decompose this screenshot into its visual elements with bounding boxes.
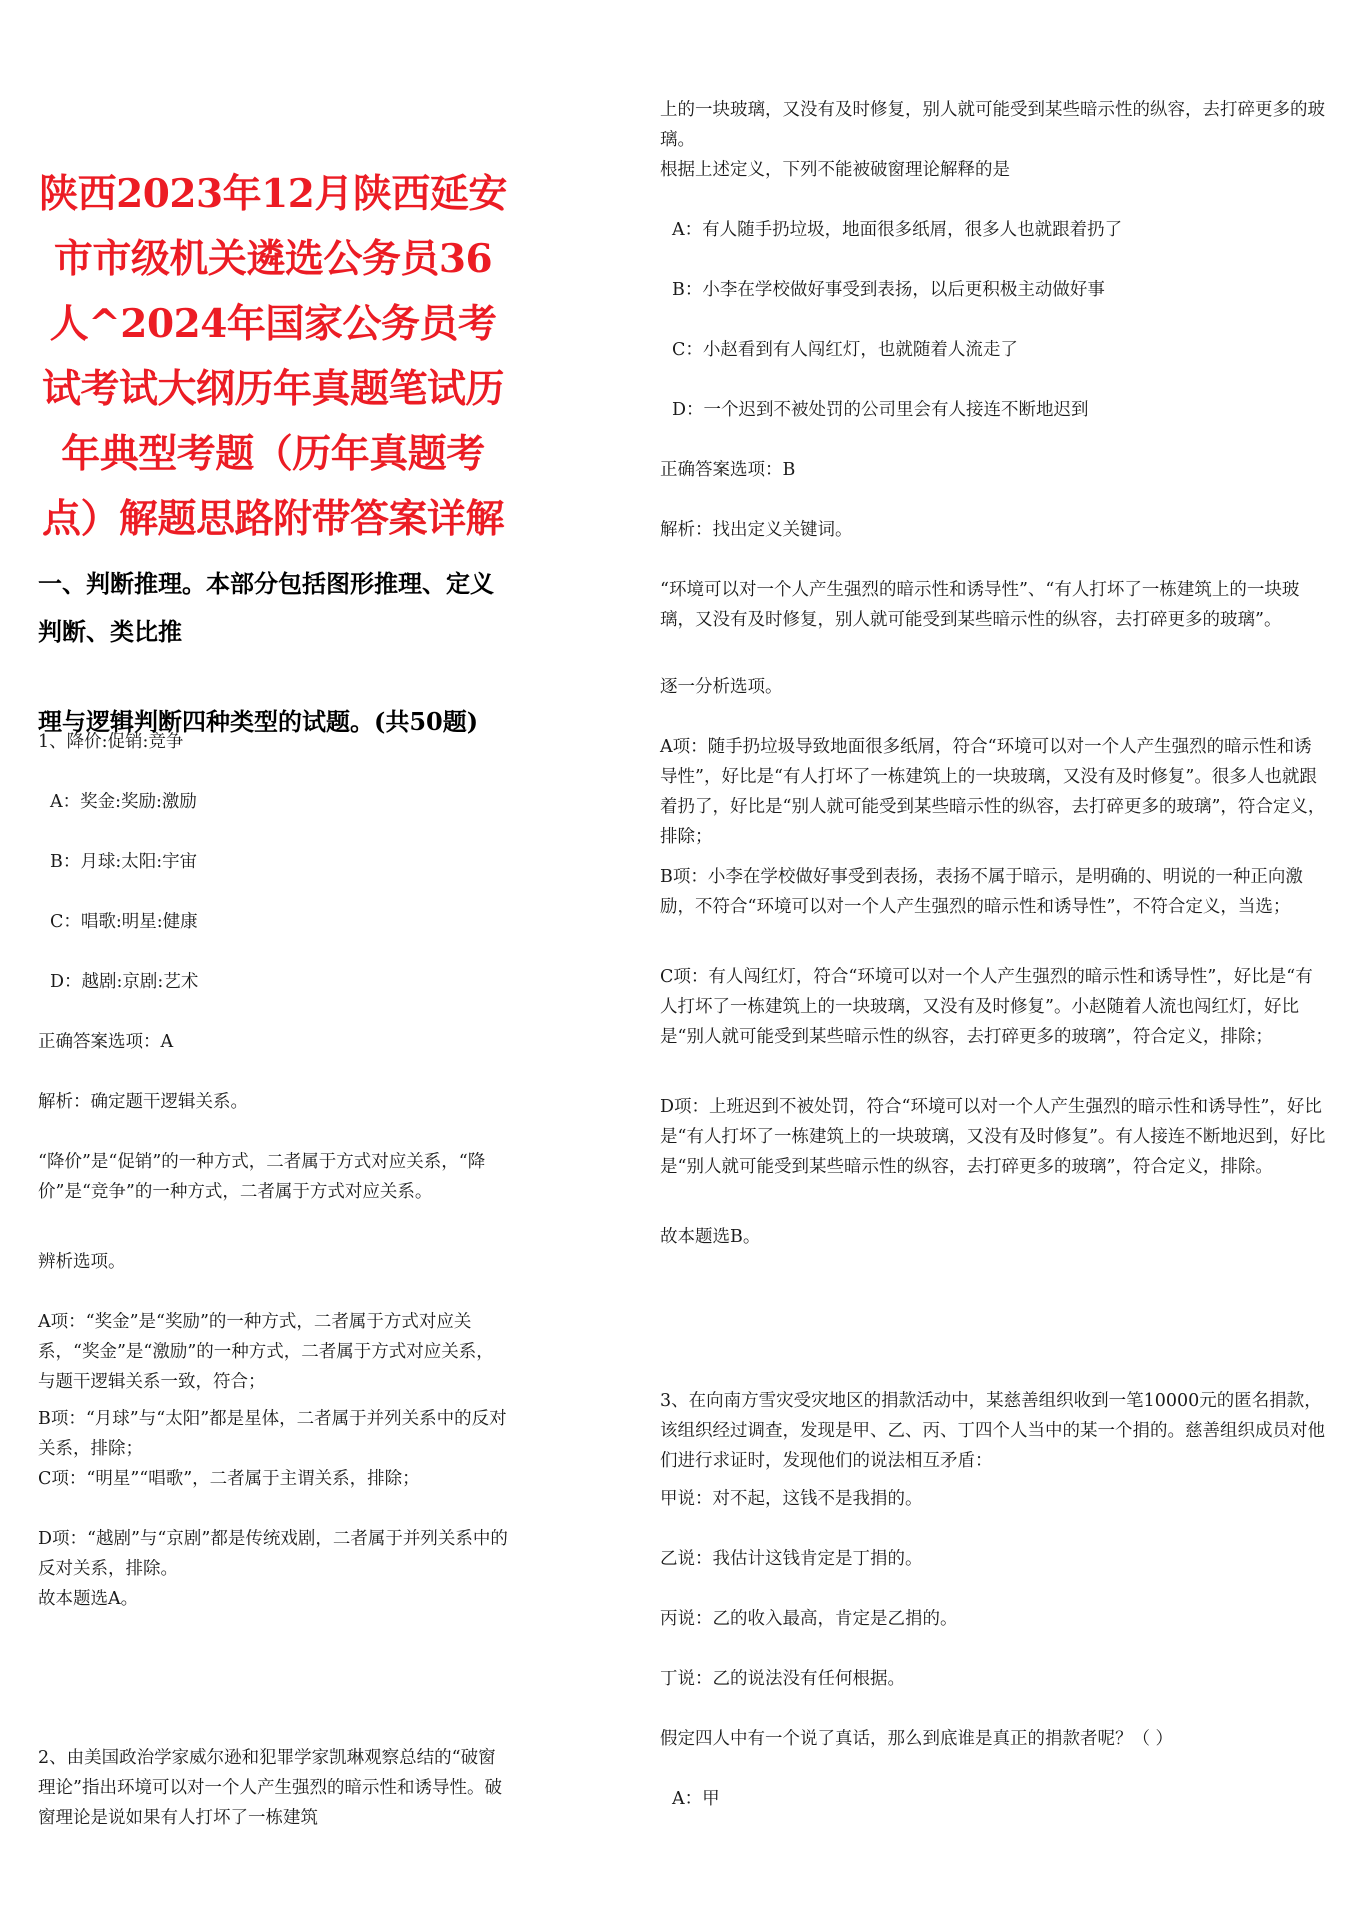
- q1-option-a: A：奖金:奖励:激励: [50, 792, 197, 812]
- q1-conclusion: 故本题选A。: [38, 1589, 139, 1609]
- q2-stem: 2、由美国政治学家威尔逊和犯罪学家凯琳观察总结的“破窗理论”指出环境可以对一个人产生强烈的暗示性和诱导性。破窗理论是说如果有人打坏了一栋建筑: [38, 1748, 502, 1828]
- q2-question: 根据上述定义，下列不能被破窗理论解释的是: [660, 160, 1010, 180]
- q1-discuss: 辨析选项。: [38, 1252, 126, 1272]
- q1-option-c: C：唱歌:明星:健康: [50, 912, 198, 932]
- section-heading-line1: 一、判断推理。本部分包括图形推理、定义判断、类比推: [38, 569, 494, 646]
- q3-statement-ding: 丁说：乙的说法没有任何根据。: [660, 1669, 905, 1689]
- q1-option-d: D：越剧:京剧:艺术: [50, 972, 199, 992]
- q3-statement-bing: 丙说：乙的收入最高，肯定是乙捐的。: [660, 1609, 958, 1629]
- q1-analysis-body: “降价”是“促销”的一种方式，二者属于方式对应关系，“降价”是“竞争”的一种方式，二者属于方式对应关系。: [38, 1152, 486, 1202]
- q3-question: 假定四人中有一个说了真话，那么到底谁是真正的捐款者呢？（ ）: [660, 1729, 1174, 1749]
- q2-answer: 正确答案选项：B: [660, 460, 796, 480]
- q2-option-c: C：小赵看到有人闯红灯，也就随着人流走了: [672, 340, 1018, 360]
- q1-analysis-b: B项：“月球”与“太阳”都是星体，二者属于并列关系中的反对关系，排除；: [38, 1409, 507, 1459]
- q2-conclusion: 故本题选B。: [660, 1227, 761, 1247]
- q2-analysis-label: 解析：找出定义关键词。: [660, 520, 853, 540]
- q3-stem: 3、在向南方雪灾受灾地区的捐款活动中，某慈善组织收到一笔10000元的匿名捐款，该组织经过调查，发现是甲、乙、丙、丁四个人当中的某一个捐的。慈善组织成员对他们进行求证时，发现他们的说法相互矛盾：: [660, 1391, 1325, 1471]
- q3-option-a: A：甲: [672, 1789, 720, 1809]
- q3-statement-jia: 甲说：对不起，这钱不是我捐的。: [660, 1489, 923, 1509]
- q2-analysis-d: D项：上班迟到不被处罚，符合“环境可以对一个人产生强烈的暗示性和诱导性”，好比是“有人打坏了一栋建筑上的一块玻璃，又没有及时修复”。有人接连不断地迟到，好比是“别人就可能受到某些暗示性的纵容，去打碎更多的玻璃”，符合定义，排除。: [660, 1097, 1326, 1177]
- document-title: 陕西2023年12月陕西延安市市级机关遴选公务员36人^2024年国家公务员考试考试大纲历年真题笔试历年典型考题（历年真题考点）解题思路附带答案详解: [39, 171, 507, 542]
- q2-keywords: “环境可以对一个人产生强烈的暗示性和诱导性”、“有人打坏了一栋建筑上的一块玻璃，又没有及时修复，别人就可能受到某些暗示性的纵容，去打碎更多的玻璃”。: [660, 580, 1300, 630]
- q2-analysis-c: C项：有人闯红灯，符合“环境可以对一个人产生强烈的暗示性和诱导性”，好比是“有人打坏了一栋建筑上的一块玻璃，又没有及时修复”。小赵随着人流也闯红灯，好比是“别人就可能受到某些暗示性的纵容，去打碎更多的玻璃”，符合定义，排除；: [660, 967, 1313, 1047]
- q1-analysis-label: 解析：确定题干逻辑关系。: [38, 1092, 248, 1112]
- section-heading-line2: 理与逻辑判断四种类型的试题。(共50题): [38, 707, 479, 736]
- q2-discuss: 逐一分析选项。: [660, 677, 783, 697]
- q2-option-a: A：有人随手扔垃圾，地面很多纸屑，很多人也就跟着扔了: [672, 220, 1123, 240]
- q1-analysis-c: C项：“明星”“唱歌”，二者属于主谓关系，排除；: [38, 1469, 420, 1489]
- q2-analysis-b: B项：小李在学校做好事受到表扬，表扬不属于暗示，是明确的、明说的一种正向激励，不符合“环境可以对一个人产生强烈的暗示性和诱导性”，不符合定义，当选；: [660, 867, 1303, 917]
- q1-option-b: B：月球:太阳:宇宙: [50, 852, 198, 872]
- q1-analysis-d: D项：“越剧”与“京剧”都是传统戏剧，二者属于并列关系中的反对关系，排除。: [38, 1529, 508, 1579]
- section-heading: [38, 560, 508, 746]
- q2-analysis-a: A项：随手扔垃圾导致地面很多纸屑，符合“环境可以对一个人产生强烈的暗示性和诱导性”，好比是“有人打坏了一栋建筑上的一块玻璃，又没有及时修复”。很多人也就跟着扔了，好比是“别人就可能受到某些暗示性的纵容，去打碎更多的玻璃”，符合定义，排除；: [660, 737, 1326, 847]
- q1-answer: 正确答案选项：A: [38, 1032, 174, 1052]
- q3-statement-yi: 乙说：我估计这钱肯定是丁捐的。: [660, 1549, 923, 1569]
- q2-stem-continued: 上的一块玻璃，又没有及时修复，别人就可能受到某些暗示性的纵容，去打碎更多的玻璃。: [660, 100, 1325, 150]
- q2-option-b: B：小李在学校做好事受到表扬，以后更积极主动做好事: [672, 280, 1105, 300]
- q2-option-d: D：一个迟到不被处罚的公司里会有人接连不断地迟到: [672, 400, 1089, 420]
- q1-analysis-a: A项：“奖金”是“奖励”的一种方式，二者属于方式对应关系，“奖金”是“激励”的一种方式，二者属于方式对应关系，与题干逻辑关系一致，符合；: [38, 1312, 494, 1392]
- q1-stem: 1、降价:促销:竞争: [38, 732, 184, 752]
